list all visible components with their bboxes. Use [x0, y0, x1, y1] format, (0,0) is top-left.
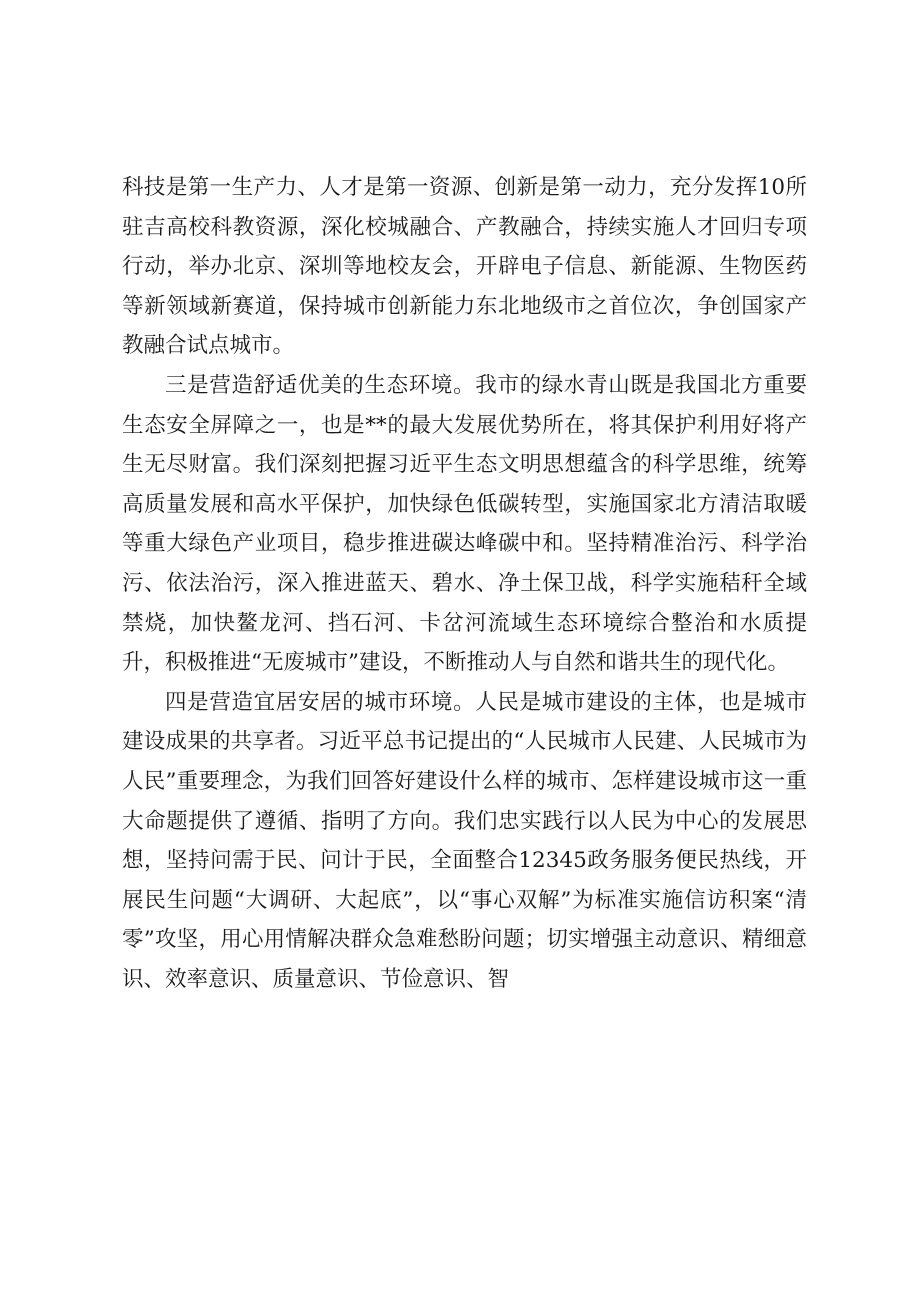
paragraph-ecological-environment: 三是营造舒适优美的生态环境。我市的绿水青山既是我国北方重要生态安全屏障之一，也是**的最大发展优势所在，将其保护利用好将产生无尽财富。我们深刻把握习近平生态文明思想蕴含的科学思维，统筹高质量发展和高水平保护，加快绿色低碳转型，实施国家北方清洁取暖等重大绿色产业项目，稳步推进碳达峰碳中和。坚持精准治污、科学治污、依法治污，深入推进蓝天、碧水、净土保卫战，科学实施秸秆全域禁烧，加快鳌龙河、挡石河、卡岔河流域生态环境综合整治和水质提升，积极推进“无废城市”建设，不断推动人与自然和谐共生的现代化。	[122, 372, 807, 676]
paragraph-urban-environment: 四是营造宜居安居的城市环境。人民是城市建设的主体，也是城市建设成果的共享者。习近平总书记提出的“人民城市人民建、人民城市为人民”重要理念，为我们回答好建设什么样的城市、怎样建设城市这一重大命题提供了遵循、指明了方向。我们忠实践行以人民为中心的发展思想，坚持问需于民、问计于民，全面整合12345政务服务便民热线，开展民生问题“大调研、大起底”，以“事心双解”为标准实施信访积案“清零”攻坚，用心用情解决群众急难愁盼问题；切实增强主动意识、精细意识、效率意识、质量意识、节俭意识、智	[122, 689, 807, 992]
paragraph-talent-innovation: 科技是第一生产力、人才是第一资源、创新是第一动力，充分发挥10所驻吉高校科教资源，深化校城融合、产教融合，持续实施人才回归专项行动，举办北京、深圳等地校友会，开辟电子信息、新能源、生物医药等新领域新赛道，保持城市创新能力东北地级市之首位次，争创国家产教融合试点城市。	[122, 175, 807, 359]
body-text	[122, 168, 807, 999]
